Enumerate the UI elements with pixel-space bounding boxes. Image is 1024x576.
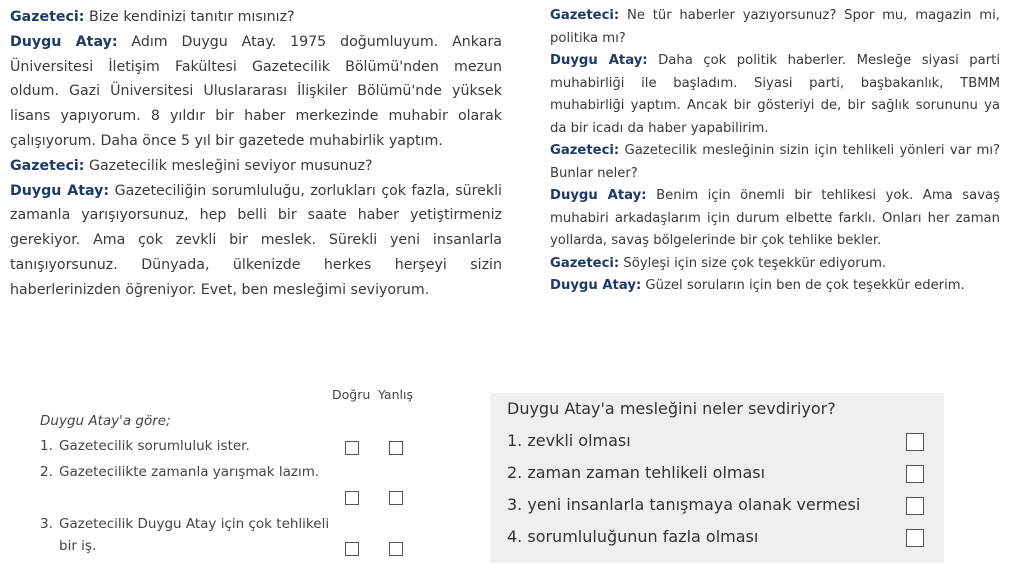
dialogue-text: Söyleşi için size çok teşekkür ediyorum. xyxy=(619,255,887,271)
statement-item xyxy=(40,435,330,457)
option-checkbox[interactable] xyxy=(906,497,924,515)
true-checkbox[interactable] xyxy=(345,491,359,505)
statement-text: Gazetecilik sorumluluk ister. xyxy=(59,438,250,454)
dialogue-text: Güzel soruların için ben de çok teşekkür ederim. xyxy=(641,278,965,293)
speaker-name: Duygu Atay: xyxy=(550,53,648,68)
statement-number: 1. xyxy=(40,438,53,454)
statement-text: Gazetecilik Duygu Atay için çok tehlikeli bir iş. xyxy=(59,516,330,554)
speaker-name: Duygu Atay: xyxy=(10,182,110,199)
left-dialogue-column xyxy=(10,0,502,303)
dialogue-text: Gazeteciliğin sorumluluğu, zorlukları çok fazla, sürekli zamanla yarışıyorsunuz, hep belli bir saate haber yetiştirmeniz gerekiyor. Ama çok zevkli bir meslek. Sürekli yeni insanlarla tanışıyorsunuz. Dünyada, ülkenizde herkes herşeyi sizin haberlerinizden öğreniyor. Evet, ben mesleğimi seviyorum. xyxy=(10,182,502,298)
dialogue-line xyxy=(550,253,1000,276)
option-text: 3. yeni insanlarla tanışmaya olanak vermesi xyxy=(507,495,861,514)
false-checkbox[interactable] xyxy=(389,491,403,505)
dialogue-text: Adım Duygu Atay. 1975 doğumluyum. Ankara Üniversitesi İletişim Fakültesi Gazetecilik Bölümü'nden mezun oldum. Gazi Üniversitesi Uluslararası İlişkiler Bölümü'nde yüksek lisans yapıyorum. 8 yıldır bir haber merkezinde muhabir olarak çalışıyorum. Daha önce 5 yıl bir gazetede muhabirlik yaptım. xyxy=(10,33,502,149)
true-checkbox[interactable] xyxy=(345,441,359,455)
dialogue-text: Daha çok politik haberler. Mesleğe siyasi parti muhabirliği ile başladım. Siyasi parti, başbakanlık, TBMM muhabirliği yaptım. Ancak bir gösteriyi de, bir sağlık sorununu ya da bir icadı da haber yapabilirim. xyxy=(550,53,1000,136)
option-text: 4. sorumluluğunun fazla olması xyxy=(507,527,759,546)
statement-item xyxy=(40,513,330,557)
option-text: 1. zevkli olması xyxy=(507,431,631,450)
false-checkbox[interactable] xyxy=(389,441,403,455)
dialogue-text: Benim için önemli bir tehlikesi yok. Ama savaş muhabiri arkadaşlarım için durum elbette farklı. Onları her zaman yollarda, savaş bölgelerinde bir çok tehlike bekler. xyxy=(550,188,1000,248)
speaker-name: Gazeteci: xyxy=(550,255,620,271)
option-checkbox[interactable] xyxy=(906,433,924,451)
false-checkbox[interactable] xyxy=(389,542,403,556)
true-column-header: Doğru xyxy=(332,387,371,402)
true-false-exercise xyxy=(10,385,440,565)
dialogue-text: Ne tür haberler yazıyorsunuz? Spor mu, magazin mi, politika mı? xyxy=(550,8,1000,46)
speaker-name: Duygu Atay: xyxy=(550,188,647,203)
dialogue-text: Gazetecilik mesleğinin sizin için tehlikeli yönleri var mı? Bunlar neler? xyxy=(550,143,1000,181)
exercise-intro: Duygu Atay'a göre; xyxy=(40,413,171,429)
speaker-name: Duygu Atay: xyxy=(550,278,642,293)
dialogue-line xyxy=(550,50,1000,140)
dialogue-line xyxy=(10,179,502,303)
true-checkbox[interactable] xyxy=(345,542,359,556)
dialogue-text: Gazetecilik mesleğini seviyor musunuz? xyxy=(84,157,373,174)
multiple-choice-box xyxy=(490,393,944,563)
false-column-header: Yanlış xyxy=(378,387,413,402)
statement-number: 3. xyxy=(40,516,53,532)
option-text: 2. zaman zaman tehlikeli olması xyxy=(507,463,766,482)
statement-text: Gazetecilikte zamanla yarışmak lazım. xyxy=(59,464,320,480)
dialogue-line xyxy=(550,140,1000,185)
statement-item xyxy=(40,461,330,483)
option-checkbox[interactable] xyxy=(906,465,924,483)
right-dialogue-column xyxy=(550,0,1000,298)
speaker-name: Gazeteci: xyxy=(550,143,620,158)
dialogue-line xyxy=(10,154,502,179)
question-text: Duygu Atay'a mesleğini neler sevdiriyor? xyxy=(507,399,836,418)
dialogue-text: Bize kendinizi tanıtır mısınız? xyxy=(84,9,295,25)
dialogue-line xyxy=(550,5,1000,50)
speaker-name: Gazeteci: xyxy=(10,157,85,174)
dialogue-line xyxy=(550,275,1000,298)
speaker-name: Duygu Atay: xyxy=(10,33,118,50)
dialogue-line xyxy=(10,5,502,30)
dialogue-line xyxy=(10,30,502,154)
statement-number: 2. xyxy=(40,464,53,480)
speaker-name: Gazeteci: xyxy=(550,8,620,23)
dialogue-line xyxy=(550,185,1000,253)
speaker-name: Gazeteci: xyxy=(10,9,85,25)
option-checkbox[interactable] xyxy=(906,529,924,547)
